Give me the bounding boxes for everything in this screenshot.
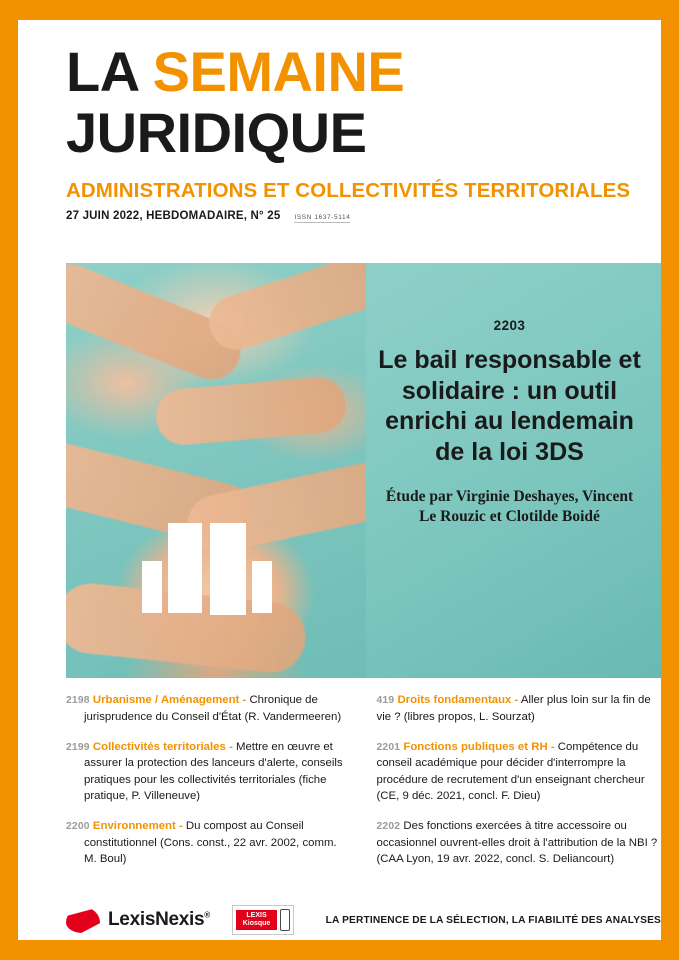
entry-rubric: Collectivités territoriales - (92, 740, 233, 753)
issue-info (66, 210, 613, 223)
list-item[interactable] (377, 692, 662, 725)
cover-article-title: Le bail responsable et solidaire : un outil enrichi au lendemain de la loi 3DS (378, 346, 641, 466)
contents-column-right (377, 692, 662, 881)
lexisnexis-swirl-icon (66, 907, 100, 933)
list-item[interactable] (66, 692, 351, 725)
entry-text: Des fonctions exercées à titre accessoire ou occasionnel ouvrent-elles droit à l'attribution de la NBI ? (CAA Lyon, 19 avr. 2022, concl. S. Deliancourt) (376, 819, 658, 865)
cover-sheet (18, 20, 661, 940)
figure-child-left (142, 561, 162, 613)
photo-arm (154, 375, 348, 447)
entry-number: 2198 (66, 695, 90, 706)
entry-rubric: Droits fondamentaux - (397, 694, 519, 706)
cover-feature (66, 263, 661, 678)
entry-number: 2201 (376, 741, 401, 753)
issn-code: ISSN 1637-5114 (294, 213, 351, 221)
entry-rubric: Urbanisme / Aménagement - (92, 694, 247, 706)
figure-adult-right (210, 523, 246, 615)
cover-footer (66, 898, 661, 942)
entry-rubric: Environnement - (92, 819, 183, 832)
cover-article-authors: Étude par Virginie Deshayes, Vincent Le Rouzic et Clotilde Boidé (385, 488, 634, 526)
entry-number: 2202 (376, 820, 401, 832)
entry-text: Du compost au Conseil constitutionnel (Cons. const., 22 avr. 2002, comm. M. Boul) (84, 819, 337, 865)
entry-number: 2200 (66, 820, 90, 832)
masthead (18, 20, 661, 223)
lexisnexis-logo[interactable] (66, 907, 210, 933)
kiosque-label: LEXIS Kiosque (236, 910, 277, 929)
issue-date: 27 JUIN 2022, HEBDOMADAIRE, N° 25 (66, 209, 281, 222)
magazine-title-line-1 (66, 42, 613, 101)
magazine-subtitle: ADMINISTRATIONS ET COLLECTIVITÉS TERRITORIALES (66, 178, 631, 202)
article-number: 2203 (493, 318, 526, 333)
entry-number: 2199 (66, 741, 90, 753)
list-item[interactable] (66, 739, 351, 804)
cover-photo-hands (66, 263, 366, 678)
lexisnexis-wordmark: LexisNexis® (108, 909, 210, 930)
entry-rubric: Fonctions publiques et RH - (403, 740, 555, 753)
entry-text: Compétence du conseil académique pour décider d'interrompre la procédure de recrutement d'un enseignant chercheur (CE, 9 déc. 2021, concl. F. Dieu) (376, 740, 645, 802)
contents-column-left (66, 692, 351, 881)
smartphone-icon (280, 909, 290, 931)
contents-summary (66, 692, 661, 881)
entry-text: Mettre en œuvre et assurer la protection des lanceurs d'alerte, conseils pratiques pour les collectivités territoriales (fiche pratique, P. Villeneuve) (84, 740, 343, 802)
figure-child-right (252, 561, 272, 613)
list-item[interactable] (66, 818, 351, 867)
entry-number: 419 (376, 695, 395, 706)
lexis-kiosque-badge[interactable] (232, 905, 294, 935)
title-word-semaine: SEMAINE (152, 40, 405, 103)
footer-tagline: LA PERTINENCE DE LA SÉLECTION, LA FIABILITÉ DES ANALYSES (325, 914, 661, 926)
cover-headline-panel (366, 263, 661, 678)
entry-text: Chronique de jurisprudence du Conseil d'État (R. Vandermeeren) (84, 694, 342, 723)
figure-adult-left (168, 523, 202, 613)
list-item[interactable] (377, 818, 662, 867)
title-word-la: LA (66, 40, 138, 103)
paper-family-cutout (136, 503, 296, 633)
list-item[interactable] (377, 739, 662, 804)
entry-text: Aller plus loin sur la fin de vie ? (libres propos, L. Sourzat) (376, 694, 651, 723)
magazine-title-line-2: JURIDIQUE (66, 101, 367, 165)
registered-mark: ® (204, 910, 210, 920)
